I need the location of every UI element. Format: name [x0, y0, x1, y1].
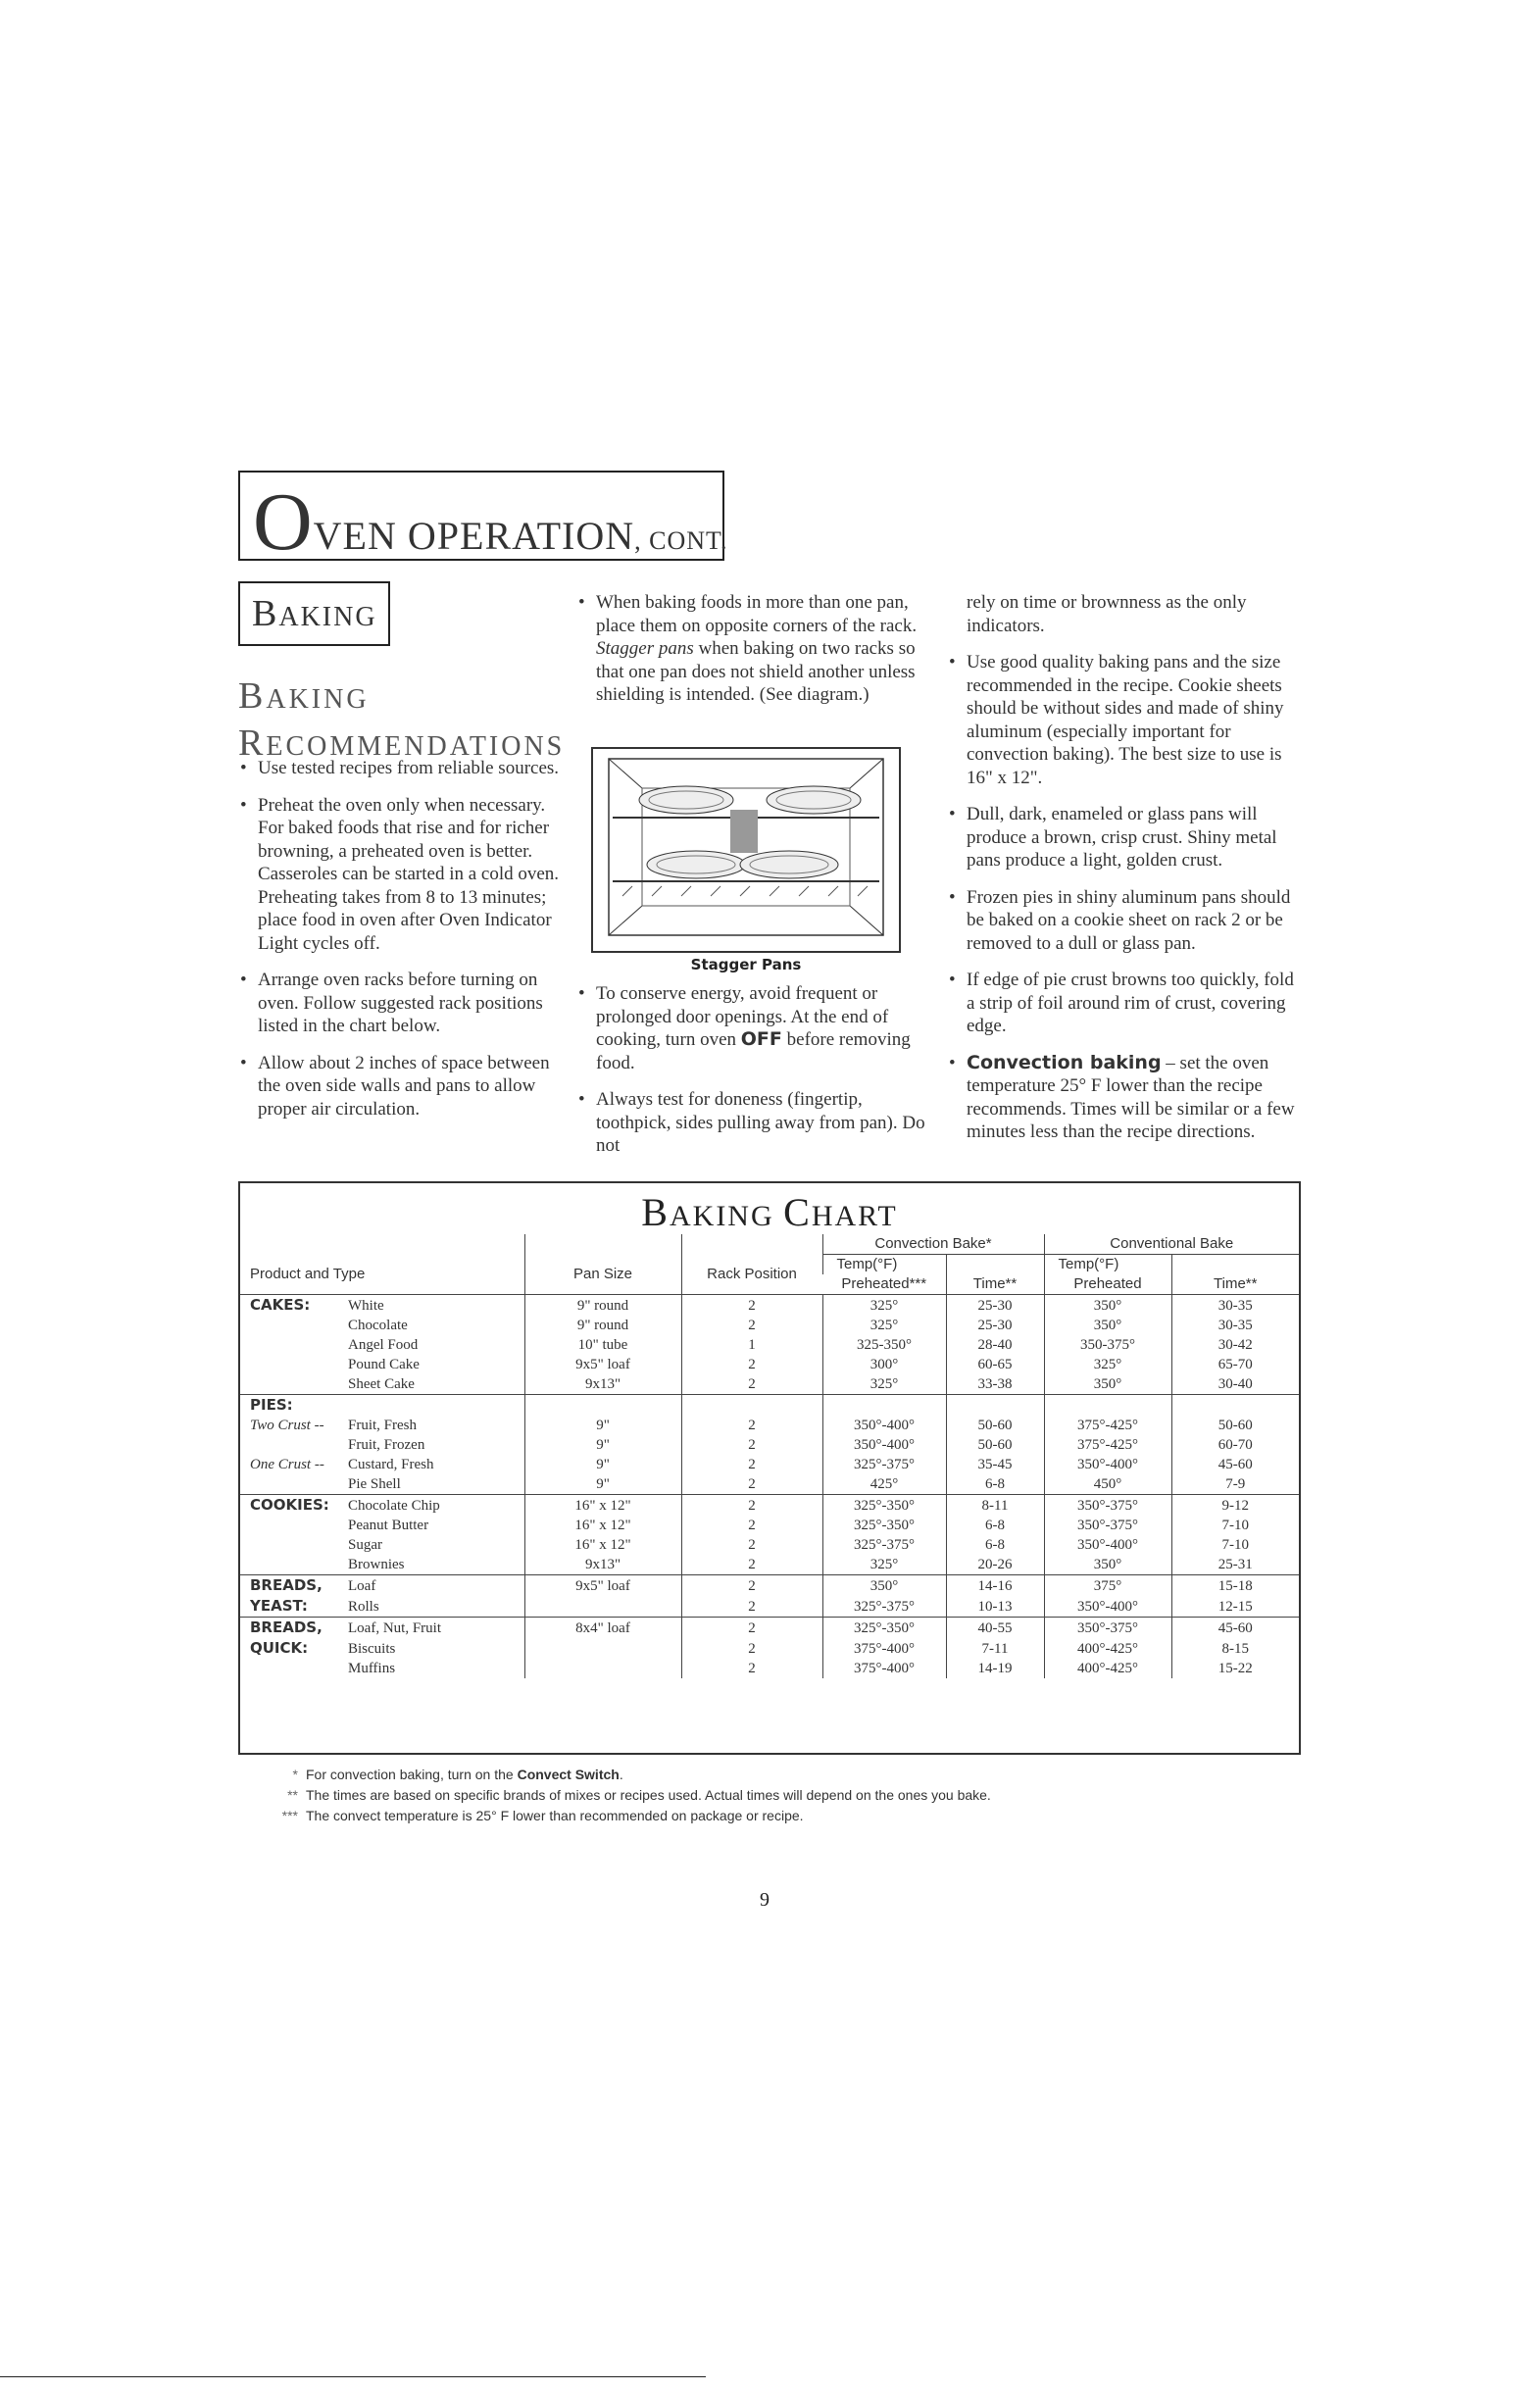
conventional-temp: 350°-375° [1044, 1618, 1171, 1639]
convection-time: 7-11 [946, 1638, 1044, 1659]
product-cell [240, 1374, 524, 1395]
product-cell [240, 1596, 524, 1618]
header-cell [524, 1234, 681, 1255]
pan-size: 16" x 12" [524, 1516, 681, 1535]
oven-racks-illustration [593, 749, 899, 951]
product-type: Peanut Butter [348, 1518, 429, 1533]
column-2 [576, 591, 929, 721]
conventional-time: 30-42 [1171, 1335, 1299, 1355]
footnote: *** The convect temperature is 25° F lower than recommended on package or recipe. [281, 1808, 804, 1823]
table-cell [822, 1395, 946, 1417]
product-cell [240, 1618, 524, 1639]
header-cell [946, 1255, 1044, 1275]
pan-size [524, 1596, 681, 1618]
table-row [240, 1596, 1299, 1618]
convection-time: 25-30 [946, 1295, 1044, 1317]
category-label: BREADS, [250, 1576, 323, 1594]
conventional-temp: 325° [1044, 1355, 1171, 1374]
conventional-time: 60-70 [1171, 1435, 1299, 1455]
footnote: ** The times are based on specific brands of mixes or recipes used. Actual times will depend on the ones you bake. [287, 1787, 991, 1803]
rack-position: 2 [681, 1416, 822, 1435]
product-type: Muffins [348, 1661, 396, 1676]
product-type: Rolls [348, 1599, 379, 1615]
table-row [240, 1355, 1299, 1374]
convection-time: 33-38 [946, 1374, 1044, 1395]
column-3 [947, 591, 1302, 1158]
conventional-time: 50-60 [1171, 1416, 1299, 1435]
product-type: White [348, 1298, 384, 1314]
conventional-time: 65-70 [1171, 1355, 1299, 1374]
conventional-time: 9-12 [1171, 1495, 1299, 1517]
category-label: COOKIES: [250, 1496, 329, 1514]
rack-position: 2 [681, 1555, 822, 1575]
category-label: One Crust -- [250, 1457, 324, 1472]
pan-size: 9" [524, 1474, 681, 1495]
conventional-temp: 350° [1044, 1555, 1171, 1575]
pan-size: 10" tube [524, 1335, 681, 1355]
convection-temp: 325-350° [822, 1335, 946, 1355]
rack-position: 2 [681, 1374, 822, 1395]
product-cell [240, 1535, 524, 1555]
list-item: • Dull, dark, enameled or glass pans will produce a brown, crisp crust. Shiny metal pans produce a light, golden crust. [947, 803, 1302, 872]
rack-position: 2 [681, 1638, 822, 1659]
product-type: Pound Cake [348, 1357, 420, 1372]
convection-temp: 425° [822, 1474, 946, 1495]
table-row [240, 1555, 1299, 1575]
convection-time: 6-8 [946, 1535, 1044, 1555]
header-cell [681, 1234, 822, 1255]
product-type: Custard, Fresh [348, 1457, 434, 1472]
convection-temp: 325°-375° [822, 1596, 946, 1618]
pan-size [524, 1638, 681, 1659]
rack-position: 2 [681, 1435, 822, 1455]
chart-title: BAKING CHART [641, 1190, 898, 1234]
conventional-time: 12-15 [1171, 1596, 1299, 1618]
conventional-time: 45-60 [1171, 1455, 1299, 1474]
pan-size: 9" [524, 1416, 681, 1435]
convection-time: 50-60 [946, 1435, 1044, 1455]
convection-time: 25-30 [946, 1316, 1044, 1335]
bottom-rule [0, 2376, 706, 2377]
convection-temp: 325° [822, 1295, 946, 1317]
convection-temp: 350°-400° [822, 1416, 946, 1435]
conventional-time: 7-10 [1171, 1535, 1299, 1555]
rack-position: 2 [681, 1474, 822, 1495]
convection-temp: 350°-400° [822, 1435, 946, 1455]
header-temp: Temp(°F) [1044, 1255, 1171, 1275]
product-cell [240, 1355, 524, 1374]
conventional-temp: 350° [1044, 1374, 1171, 1395]
table-row [240, 1638, 1299, 1659]
table-row [240, 1295, 1299, 1317]
product-cell [240, 1659, 524, 1678]
conventional-time: 15-22 [1171, 1659, 1299, 1678]
conventional-time: 45-60 [1171, 1618, 1299, 1639]
convection-time: 28-40 [946, 1335, 1044, 1355]
rack-position: 2 [681, 1596, 822, 1618]
product-type: Loaf, Nut, Fruit [348, 1620, 441, 1636]
header-conventional: Conventional Bake [1044, 1234, 1299, 1255]
conventional-time: 7-10 [1171, 1516, 1299, 1535]
conventional-temp: 375°-425° [1044, 1435, 1171, 1455]
convection-time: 14-16 [946, 1575, 1044, 1597]
conventional-time: 8-15 [1171, 1638, 1299, 1659]
conventional-time: 30-40 [1171, 1374, 1299, 1395]
rack-position: 2 [681, 1575, 822, 1597]
baking-table [240, 1234, 1299, 1678]
conventional-temp: 350°-400° [1044, 1535, 1171, 1555]
header-product: Product and Type [250, 1265, 366, 1282]
subsection-heading: BAKING RECOMMENDATIONS [238, 675, 566, 764]
conventional-time: 30-35 [1171, 1316, 1299, 1335]
table-row [240, 1516, 1299, 1535]
table-row [240, 1316, 1299, 1335]
baking-chart [238, 1181, 1301, 1755]
pan-size: 9x5" loaf [524, 1575, 681, 1597]
pan-size: 9" [524, 1455, 681, 1474]
conventional-temp: 350°-375° [1044, 1495, 1171, 1517]
conventional-temp: 350-375° [1044, 1335, 1171, 1355]
pan-size: 9" round [524, 1316, 681, 1335]
rack-position: 2 [681, 1535, 822, 1555]
pan-size: 9" [524, 1435, 681, 1455]
list-item: • Always test for doneness (fingertip, toothpick, sides pulling away from pan). Do not [576, 1088, 929, 1158]
conventional-temp: 350° [1044, 1316, 1171, 1335]
convection-time: 6-8 [946, 1474, 1044, 1495]
pan-size: 16" x 12" [524, 1535, 681, 1555]
table-row [240, 1575, 1299, 1597]
header-subcolumn: Preheated [1044, 1274, 1171, 1295]
category-label: YEAST: [250, 1597, 308, 1615]
product-type: Sugar [348, 1537, 382, 1553]
category-label: Two Crust -- [250, 1418, 324, 1433]
product-cell [240, 1435, 524, 1455]
list-item: • Allow about 2 inches of space between the oven side walls and pans to allow proper air circulation. [238, 1052, 571, 1121]
product-type: Biscuits [348, 1641, 396, 1657]
header-subcolumn: Time** [946, 1274, 1044, 1295]
convection-time: 35-45 [946, 1455, 1044, 1474]
header-rack-position: Rack Position [681, 1255, 822, 1295]
diagram-caption: Stagger Pans [690, 956, 802, 973]
table-cell [946, 1395, 1044, 1417]
category-label: BREADS, [250, 1619, 323, 1636]
product-type: Chocolate [348, 1318, 408, 1333]
convection-time: 8-11 [946, 1495, 1044, 1517]
baking-table-body [240, 1234, 1299, 1678]
conventional-temp: 350° [1044, 1295, 1171, 1317]
convection-temp: 350° [822, 1575, 946, 1597]
stagger-pans-diagram [591, 747, 901, 953]
product-cell [240, 1316, 524, 1335]
header-pan-size: Pan Size [524, 1255, 681, 1295]
rack-position: 1 [681, 1335, 822, 1355]
convection-temp: 375°-400° [822, 1638, 946, 1659]
conventional-temp: 400°-425° [1044, 1659, 1171, 1678]
product-cell [240, 1474, 524, 1495]
conventional-temp: 375° [1044, 1575, 1171, 1597]
convection-time: 20-26 [946, 1555, 1044, 1575]
pan-size: 8x4" loaf [524, 1618, 681, 1639]
convection-temp: 325°-350° [822, 1516, 946, 1535]
convection-time: 14-19 [946, 1659, 1044, 1678]
header-convection: Convection Bake* [822, 1234, 1044, 1255]
column-1 [238, 757, 571, 1134]
footnotes [255, 1765, 991, 1826]
table-row [240, 1659, 1299, 1678]
product-type: Angel Food [348, 1337, 419, 1353]
list-item: • When baking foods in more than one pan, place them on opposite corners of the rack. Stagger pans when baking on two racks so that one pan does not shield another unless shielding is intended. (See diagram.) [576, 591, 929, 707]
header-cell [240, 1234, 524, 1255]
convection-temp: 325°-350° [822, 1618, 946, 1639]
header-subcolumn: Time** [1171, 1274, 1299, 1295]
convection-time: 60-65 [946, 1355, 1044, 1374]
category-label: CAKES: [250, 1296, 311, 1314]
table-row [240, 1495, 1299, 1517]
table-header-row [240, 1255, 1299, 1275]
column-2-lower [576, 982, 929, 1171]
rack-position: 2 [681, 1516, 822, 1535]
convection-temp: 325°-350° [822, 1495, 946, 1517]
product-cell [240, 1555, 524, 1575]
product-cell [240, 1295, 524, 1317]
rack-position: 2 [681, 1455, 822, 1474]
table-cell [681, 1395, 822, 1417]
product-type: Sheet Cake [348, 1376, 415, 1392]
rack-position: 2 [681, 1355, 822, 1374]
product-type: Fruit, Fresh [348, 1418, 418, 1433]
table-header-row [240, 1234, 1299, 1255]
product-type: Loaf [348, 1578, 376, 1594]
list-item: • If edge of pie crust browns too quickly, fold a strip of foil around rim of crust, covering edge. [947, 969, 1302, 1038]
header-temp: Temp(°F) [822, 1255, 946, 1275]
conventional-time: 15-18 [1171, 1575, 1299, 1597]
list-item: • Convection baking – set the oven temperature 25° F lower than the recipe recommends. Times will be similar or a few minutes less than the recipe directions. [947, 1052, 1302, 1144]
product-cell [240, 1455, 524, 1474]
header-cell [1171, 1255, 1299, 1275]
convection-time: 40-55 [946, 1618, 1044, 1639]
table-row [240, 1474, 1299, 1495]
rack-position: 2 [681, 1659, 822, 1678]
table-cell [1044, 1395, 1171, 1417]
list-item: rely on time or brownness as the only indicators. [967, 592, 1247, 636]
conventional-time: 7-9 [1171, 1474, 1299, 1495]
product-cell [240, 1495, 524, 1517]
table-cell [1171, 1395, 1299, 1417]
list-item: • Frozen pies in shiny aluminum pans should be baked on a cookie sheet on rack 2 or be removed to a dull or glass pan. [947, 886, 1302, 956]
rack-position: 2 [681, 1618, 822, 1639]
rack-position: 2 [681, 1495, 822, 1517]
page-title: OVEN OPERATION, CONT. [253, 476, 728, 568]
table-row [240, 1618, 1299, 1639]
conventional-temp: 350°-375° [1044, 1516, 1171, 1535]
rack-position: 2 [681, 1316, 822, 1335]
convection-temp: 325° [822, 1555, 946, 1575]
table-row [240, 1535, 1299, 1555]
product-cell [240, 1335, 524, 1355]
convection-temp: 375°-400° [822, 1659, 946, 1678]
pan-size: 9" round [524, 1295, 681, 1317]
section-label: BAKING [238, 581, 390, 646]
category-label: PIES: [250, 1396, 293, 1414]
table-row [240, 1455, 1299, 1474]
product-cell [240, 1638, 524, 1659]
page-number: 9 [760, 1889, 770, 1911]
product-type: Fruit, Frozen [348, 1437, 425, 1453]
table-row [240, 1395, 1299, 1417]
category-cell [240, 1395, 524, 1417]
convection-temp: 325° [822, 1374, 946, 1395]
pan-size: 16" x 12" [524, 1495, 681, 1517]
conventional-temp: 350°-400° [1044, 1455, 1171, 1474]
list-item: • To conserve energy, avoid frequent or prolonged door openings. At the end of cooking, turn oven OFF before removing food. [576, 982, 929, 1074]
conventional-temp: 350°-400° [1044, 1596, 1171, 1618]
product-cell [240, 1416, 524, 1435]
list-item: • Use tested recipes from reliable sources. [238, 757, 571, 780]
convection-time: 10-13 [946, 1596, 1044, 1618]
product-type: Pie Shell [348, 1476, 401, 1492]
rack-position: 2 [681, 1295, 822, 1317]
convection-temp: 300° [822, 1355, 946, 1374]
conventional-temp: 400°-425° [1044, 1638, 1171, 1659]
convection-temp: 325° [822, 1316, 946, 1335]
conventional-temp: 375°-425° [1044, 1416, 1171, 1435]
table-row [240, 1435, 1299, 1455]
convection-time: 6-8 [946, 1516, 1044, 1535]
pan-size: 9x13" [524, 1555, 681, 1575]
list-item: • Arrange oven racks before turning on oven. Follow suggested rack positions listed in the chart below. [238, 969, 571, 1038]
convection-temp: 325°-375° [822, 1455, 946, 1474]
pan-size [524, 1659, 681, 1678]
table-row [240, 1374, 1299, 1395]
pan-size: 9x5" loaf [524, 1355, 681, 1374]
list-item: • Preheat the oven only when necessary. For baked foods that rise and for richer browning, a preheated oven is better. Casseroles can be started in a cold oven. Preheating takes from 8 to 13 minutes; place food in oven after Oven Indicator Light cycles off. [238, 794, 571, 956]
category-label: QUICK: [250, 1639, 309, 1657]
product-cell [240, 1575, 524, 1597]
conventional-time: 25-31 [1171, 1555, 1299, 1575]
table-row [240, 1335, 1299, 1355]
conventional-temp: 450° [1044, 1474, 1171, 1495]
header-subcolumn: Preheated*** [841, 1275, 927, 1292]
product-type: Chocolate Chip [348, 1498, 440, 1514]
footnote: * For convection baking, turn on the Convect Switch. [292, 1767, 623, 1782]
product-cell [240, 1516, 524, 1535]
product-type: Brownies [348, 1557, 405, 1572]
pan-size: 9x13" [524, 1374, 681, 1395]
list-item: • Use good quality baking pans and the size recommended in the recipe. Cookie sheets should be without sides and made of shiny aluminum (especially important for convection baking). The best size to use is 16" x 12". [947, 651, 1302, 789]
table-cell [524, 1395, 681, 1417]
conventional-time: 30-35 [1171, 1295, 1299, 1317]
convection-temp: 325°-375° [822, 1535, 946, 1555]
table-row [240, 1416, 1299, 1435]
convection-time: 50-60 [946, 1416, 1044, 1435]
